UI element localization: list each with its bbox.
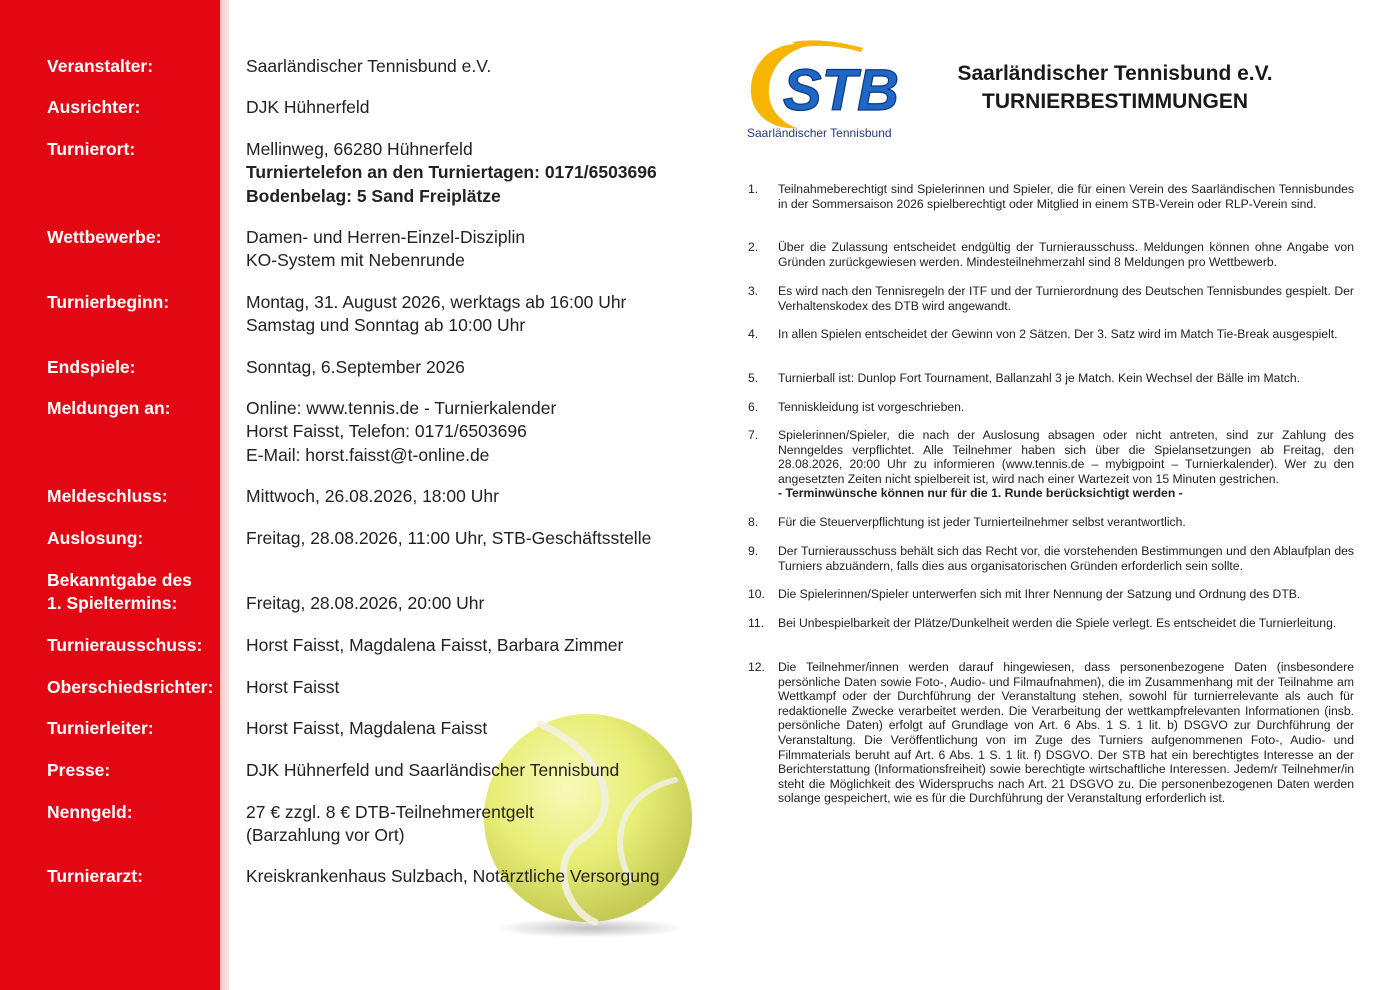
header-title (915, 60, 1315, 116)
info-value: 27 € zzgl. 8 € DTB-Teilnehmerentgelt (Barzahlung vor Ort) (246, 802, 534, 846)
info-label: Wettbewerbe: (47, 227, 162, 247)
info-label: Ausrichter: (47, 97, 141, 117)
info-value: Online: www.tennis.de - Turnierkalender Horst Faisst, Telefon: 0171/6503696 E-Mail: horst.faisst@t-online.de (246, 398, 557, 465)
info-value: Mittwoch, 26.08.2026, 18:00 Uhr (246, 486, 499, 506)
info-value: Montag, 31. August 2026, werktags ab 16:00 Uhr Samstag und Sonntag ab 10:00 Uhr (246, 292, 627, 336)
info-value: Horst Faisst (246, 677, 340, 697)
info-value: DJK Hühnerfeld und Saarländischer Tennisbund (246, 760, 620, 780)
info-label: Oberschiedsrichter: (47, 677, 214, 697)
info-value: Horst Faisst, Magdalena Faisst, Barbara Zimmer (246, 635, 624, 655)
info-value: Mellinweg, 66280 Hühnerfeld Turniertelefon an den Turniertagen: 0171/6503696 Bodenbelag: 5 Sand Freiplätze (246, 139, 657, 206)
info-value: Damen- und Herren-Einzel-Disziplin KO-System mit Nebenrunde (246, 227, 526, 271)
info-value: Sonntag, 6.September 2026 (246, 357, 465, 377)
logo-subtitle: Saarländischer Tennisbund (747, 126, 892, 140)
info-label: Auslosung: (47, 528, 144, 548)
info-value: Saarländischer Tennisbund e.V. (246, 56, 492, 76)
info-label: Meldeschluss: (47, 486, 168, 506)
info-value: DJK Hühnerfeld (246, 97, 370, 117)
info-label: Endspiele: (47, 357, 136, 377)
doc-title: TURNIERBESTIMMUNGEN (982, 90, 1248, 113)
info-label: Turnierarzt: (47, 866, 143, 886)
info-label: Turnierausschuss: (47, 635, 203, 655)
info-value: Kreiskrankenhaus Sulzbach, Notärztliche Versorgung (246, 866, 660, 886)
rule-emphasis: - Terminwünsche können nur für die 1. Runde berücksichtigt werden - (778, 486, 1183, 501)
info-label: Veranstalter: (47, 56, 154, 76)
info-label: Turnierbeginn: (47, 292, 170, 312)
info-label: Turnierort: (47, 139, 136, 159)
info-label: Bekanntgabe des 1. Spieltermins: (47, 570, 192, 613)
info-label: Nenngeld: (47, 802, 133, 822)
info-label: Presse: (47, 760, 111, 780)
info-value: Freitag, 28.08.2026, 11:00 Uhr, STB-Geschäftsstelle (246, 528, 652, 548)
info-label: Turnierleiter: (47, 718, 154, 738)
logo-letters: STB (783, 58, 899, 123)
info-label: Meldungen an: (47, 398, 171, 418)
info-value: Freitag, 28.08.2026, 20:00 Uhr (246, 593, 485, 613)
info-value: Horst Faisst, Magdalena Faisst (246, 718, 488, 738)
org-name: Saarländischer Tennisbund e.V. (957, 62, 1273, 85)
